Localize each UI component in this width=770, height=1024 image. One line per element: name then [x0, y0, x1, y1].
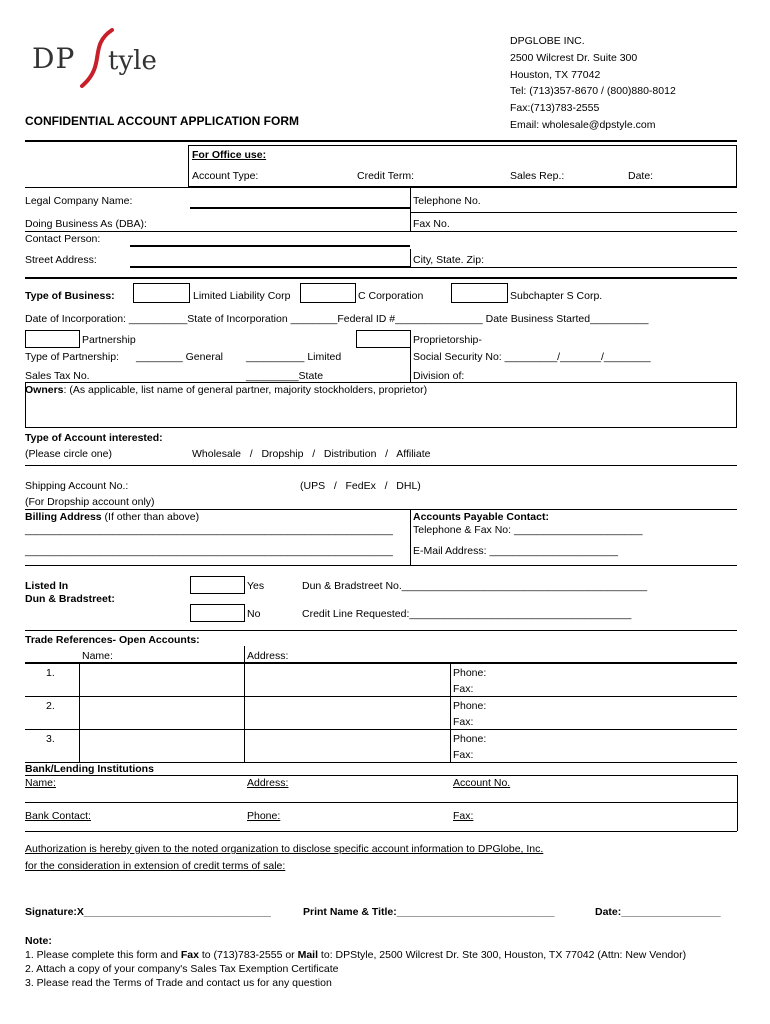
billing-rest: (If other than above)	[101, 511, 200, 523]
fax-label: Fax No.	[413, 218, 450, 230]
c-corp-label: C Corporation	[358, 290, 424, 302]
form-title: CONFIDENTIAL ACCOUNT APPLICATION FORM	[25, 114, 299, 128]
proprietorship-checkbox[interactable]	[356, 330, 411, 348]
telephone-label: Telephone No.	[413, 195, 481, 207]
company-name: DPGLOBE INC.	[510, 35, 585, 47]
circle-one-label: (Please circle one)	[25, 448, 112, 460]
note-1-text-c: to: DPStyle, 2500 Wilcrest Dr. Ste 300, Houston, TX 77042 (Attn: New Vendor)	[318, 949, 687, 961]
office-sales-rep[interactable]: Sales Rep.:	[510, 170, 565, 182]
print-name-field[interactable]: Print Name & Title:___________________________	[303, 906, 555, 918]
billing-line-1[interactable]: _______________________________________________________________	[25, 524, 393, 536]
owners-rest: : (As applicable, list name of general partner, majority stockholders, proprietor)	[63, 384, 428, 396]
city-state-zip-field[interactable]	[410, 267, 737, 268]
contact-person-field[interactable]	[130, 245, 410, 247]
trade-row-num: 3.	[46, 733, 55, 745]
type-of-account-label: Type of Account interested:	[25, 432, 163, 444]
dpstyle-logo	[28, 28, 178, 88]
billing-bold: Billing Address	[25, 511, 102, 523]
s-corp-checkbox[interactable]	[451, 283, 508, 303]
listed-in-label: Listed In	[25, 580, 69, 592]
bank-contact-label: Bank Contact:	[25, 810, 91, 822]
bank-name-label: Name:	[25, 777, 56, 789]
dun-number-field[interactable]: Dun & Bradstreet No.__________________________________________	[302, 580, 648, 592]
note-1-text-b: to (713)783-2555 or	[198, 949, 298, 961]
dun-yes-checkbox[interactable]	[190, 576, 245, 594]
company-address1: 2500 Wilcrest Dr. Suite 300	[510, 51, 638, 64]
bank-phone-label: Phone:	[247, 810, 281, 822]
company-address2: Houston, TX 77042	[510, 68, 601, 81]
legal-company-name-label: Legal Company Name:	[25, 195, 133, 207]
office-use-header: For Office use:	[192, 149, 267, 161]
ap-contact-label: Accounts Payable Contact:	[413, 511, 549, 523]
company-email: Email: wholesale@dpstyle.com	[510, 118, 656, 131]
shipping-account-label: Shipping Account No.:	[25, 480, 129, 492]
company-tel: Tel: (713)357-8670 / (800)880-8012	[510, 85, 676, 98]
incorporation-line[interactable]: Date of Incorporation: __________State of Incorporation ________Federal ID #_______________ Date Business Started__________	[25, 313, 649, 325]
company-fax: Fax:(713)783-2555	[510, 102, 600, 115]
trade-references-header: Trade References- Open Accounts:	[25, 634, 200, 646]
note-1-mail: Mail	[297, 949, 319, 961]
note-1-text-a: 1. Please complete this form and	[25, 949, 181, 961]
partnership-checkbox[interactable]	[25, 330, 80, 348]
trade-row-fax: Fax:	[453, 716, 474, 728]
bank-fax-label: Fax:	[453, 810, 474, 822]
authorization-line2: for the consideration in extension of credit terms of sale:	[25, 860, 286, 872]
legal-company-name-field[interactable]	[190, 207, 410, 209]
state-field[interactable]: _________State	[246, 370, 324, 382]
trade-row-phone: Phone:	[453, 667, 487, 679]
dba-label: Doing Business As (DBA):	[25, 218, 147, 230]
billing-line-2[interactable]: _______________________________________________________________	[25, 545, 393, 557]
office-account-type[interactable]: Account Type:	[192, 170, 259, 182]
office-use-box	[188, 145, 737, 187]
telephone-field[interactable]	[410, 212, 737, 213]
dropship-only-label: (For Dropship account only)	[25, 496, 155, 508]
general-partnership-field[interactable]: ________ General	[136, 351, 223, 363]
dun-no-checkbox[interactable]	[190, 604, 245, 622]
street-address-label: Street Address:	[25, 254, 97, 266]
c-corp-checkbox[interactable]	[300, 283, 356, 303]
llc-checkbox[interactable]	[133, 283, 190, 303]
ssn-field[interactable]: Social Security No: _________/_______/________	[413, 351, 651, 363]
logo-text-right: tyle	[108, 46, 157, 76]
note-1-fax: Fax	[180, 949, 199, 961]
carrier-options[interactable]: (UPS / FedEx / DHL)	[300, 480, 421, 492]
bank-address-label: Address:	[247, 777, 289, 789]
note-2: 2. Attach a copy of your company's Sales Tax Exemption Certificate	[25, 963, 339, 975]
owners-field-box[interactable]	[25, 382, 737, 428]
authorization-line1: Authorization is hereby given to the noted organization to disclose specific account information to DPGlobe, Inc.	[25, 843, 544, 855]
dun-no-label: No	[247, 608, 261, 620]
llc-label: Limited Liability Corp	[193, 290, 291, 302]
account-options[interactable]: Wholesale / Dropship / Distribution / Affiliate	[192, 448, 431, 460]
trade-name-col: Name:	[82, 650, 113, 662]
credit-line-field[interactable]: Credit Line Requested:______________________________________	[302, 608, 632, 620]
notes-header: Note:	[25, 935, 52, 947]
limited-partnership-field[interactable]: __________ Limited	[246, 351, 342, 363]
owners-bold: Owners	[25, 384, 64, 396]
division-label: Division of:	[413, 370, 465, 382]
trade-row-phone: Phone:	[453, 733, 487, 745]
dun-bradstreet-label: Dun & Bradstreet:	[25, 593, 115, 605]
office-credit-term[interactable]: Credit Term:	[357, 170, 414, 182]
city-state-zip-label: City, State. Zip:	[413, 254, 484, 266]
dun-yes-label: Yes	[247, 580, 265, 592]
trade-row-num: 2.	[46, 700, 55, 712]
trade-row-num: 1.	[46, 667, 55, 679]
trade-row-fax: Fax:	[453, 683, 474, 695]
ap-email-field[interactable]: E-Mail Address: ______________________	[413, 545, 618, 557]
signature-date-field[interactable]: Date:_________________	[595, 906, 721, 918]
trade-address-col: Address:	[247, 650, 289, 662]
bank-header: Bank/Lending Institutions	[25, 763, 154, 775]
trade-row-fax: Fax:	[453, 749, 474, 761]
note-1	[25, 949, 686, 961]
proprietorship-label: Proprietorship-	[413, 334, 482, 346]
s-corp-label: Subchapter S Corp.	[510, 290, 603, 302]
company-info	[510, 33, 676, 134]
note-3: 3. Please read the Terms of Trade and contact us for any question	[25, 977, 332, 989]
partnership-label: Partnership	[82, 334, 136, 346]
logo-text-left: DP	[32, 42, 76, 75]
sales-tax-label: Sales Tax No.	[25, 370, 90, 382]
ap-phone-field[interactable]: Telephone & Fax No: ______________________	[413, 524, 643, 536]
street-address-field[interactable]	[130, 266, 410, 268]
billing-address-label	[25, 511, 199, 523]
bank-account-label: Account No.	[453, 777, 511, 789]
office-date[interactable]: Date:	[628, 170, 654, 182]
signature-field[interactable]: Signature:X________________________________	[25, 906, 271, 918]
trade-row-phone: Phone:	[453, 700, 487, 712]
type-of-business-label: Type of Business:	[25, 290, 115, 302]
contact-person-label: Contact Person:	[25, 233, 101, 245]
type-partnership-label: Type of Partnership:	[25, 351, 119, 363]
